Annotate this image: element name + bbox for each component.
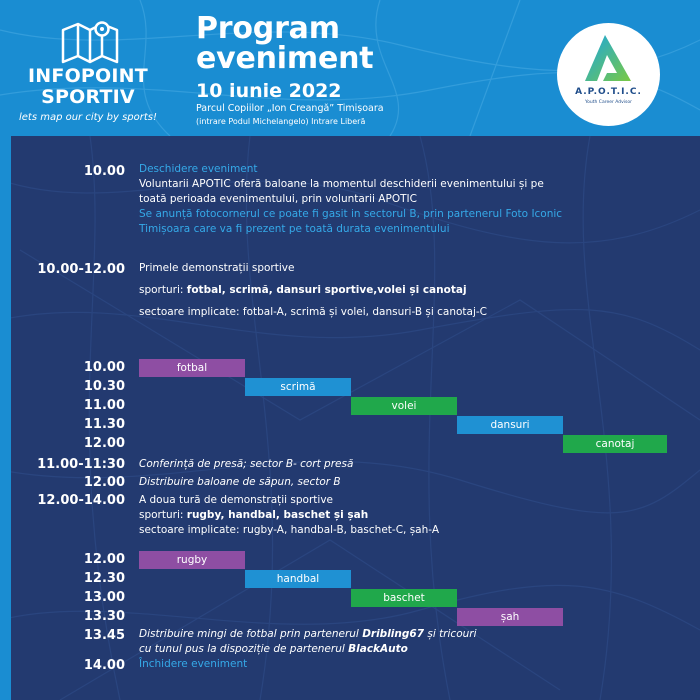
- partner-logo-subtitle: Youth Career Advisor: [585, 100, 632, 105]
- schedule-bar-fotbal: fotbal: [139, 359, 245, 377]
- title-line2: eveniment: [196, 41, 374, 76]
- schedule-bar-rugby: rugby: [139, 551, 245, 569]
- schedule2-time: 12.00: [83, 552, 125, 567]
- opening-line2: toată perioada evenimentului, prin voluntarii APOTIC: [139, 193, 417, 205]
- opening-time: 10.00: [83, 164, 125, 179]
- demos1-sectors: sectoare implicate: fotbal-A, scrimă și volei, dansuri-B și canotaj-C: [139, 306, 488, 318]
- folded-map-pin-icon: [61, 20, 119, 64]
- giveaway-line1-pre: Distribuire mingi de fotbal prin partenerul: [139, 628, 359, 640]
- schedule1-time: 12.00: [83, 436, 125, 451]
- press-time: 11.00-11:30: [37, 457, 125, 472]
- bubbles-text: Distribuire baloane de săpun, sector B: [139, 476, 341, 488]
- schedule-bar-baschet: baschet: [351, 589, 457, 607]
- opening-line3: Se anunță fotocornerul ce poate fi gasit in sectorul B, prin partenerul Foto Iconic: [139, 208, 563, 220]
- brand-name-line2: SPORTIV: [41, 86, 135, 108]
- closing-time: 14.00: [83, 658, 125, 673]
- opening-line1: Voluntarii APOTIC oferă baloane la momentul deschiderii evenimentului și pe: [139, 178, 544, 190]
- demos2-sports-value: rugby, handbal, baschet și șah: [186, 509, 369, 521]
- schedule-bar-scrima: scrimă: [245, 378, 351, 396]
- schedule1-time: 11.30: [83, 417, 125, 432]
- closing-text: Închidere eveniment: [139, 658, 248, 670]
- giveaway-line1: [139, 627, 477, 642]
- schedule2-time: 13.30: [83, 609, 125, 624]
- schedule-bar-sah: șah: [457, 608, 563, 626]
- schedule-bar-volei: volei: [351, 397, 457, 415]
- schedule1-time: 11.00: [83, 398, 125, 413]
- event-date: 10 iunie 2022: [196, 80, 342, 102]
- schedule-bar-dansuri: dansuri: [457, 416, 563, 434]
- demos1-title: Primele demonstrații sportive: [139, 262, 295, 274]
- demos1-time: 10.00-12.00: [37, 262, 125, 277]
- schedule-bar-canotaj: canotaj: [563, 435, 667, 453]
- demos2-sports-label: sporturi:: [139, 509, 184, 521]
- event-venue: Parcul Copiilor „Ion Creangă” Timișoara: [196, 103, 384, 114]
- demos1-sports-value: fotbal, scrimă, dansuri sportive,volei și canotaj: [186, 284, 467, 296]
- apotic-logo-icon: [577, 33, 637, 85]
- schedule1-time: 10.00: [83, 360, 125, 375]
- schedule2-time: 12.30: [83, 571, 125, 586]
- giveaway-partner-dribling: Dribling67: [362, 628, 424, 640]
- demos1-sports: [139, 283, 467, 298]
- giveaway-partner-blackauto: BlackAuto: [348, 643, 408, 655]
- schedule-bar-handbal: handbal: [245, 570, 351, 588]
- bubbles-time: 12.00: [83, 475, 125, 490]
- giveaway-line1-post: și tricouri: [427, 628, 477, 640]
- schedule1-time: 10.30: [83, 379, 125, 394]
- demos2-sectors: sectoare implicate: rugby-A, handbal-B, baschet-C, șah-A: [139, 524, 440, 536]
- opening-line4: Timișoara care va fi prezent pe toată durata evenimentului: [139, 223, 450, 235]
- demos2-title: A doua tură de demonstrații sportive: [139, 494, 334, 506]
- giveaway-line2-pre: cu tunul pus la dispoziție de partenerul: [139, 643, 345, 655]
- brand-tagline: lets map our city by sports!: [18, 112, 158, 123]
- press-text: Conferință de presă; sector B- cort presă: [139, 458, 354, 470]
- demos1-sports-label: sporturi:: [139, 284, 184, 296]
- demos2-sports: [139, 508, 368, 523]
- opening-title: Deschidere eveniment: [139, 163, 258, 175]
- schedule2-time: 13.00: [83, 590, 125, 605]
- partner-logo-name: A.P.O.T.I.C.: [575, 87, 642, 97]
- giveaway-line2: [139, 642, 408, 657]
- brand-name-line1: INFOPOINT: [28, 65, 148, 87]
- venue-note: (intrare Podul Michelangelo) Intrare Liberă: [196, 117, 366, 126]
- demos2-time: 12.00-14.00: [37, 493, 125, 508]
- giveaway-time: 13.45: [83, 628, 125, 643]
- title-line1: Program: [196, 11, 340, 46]
